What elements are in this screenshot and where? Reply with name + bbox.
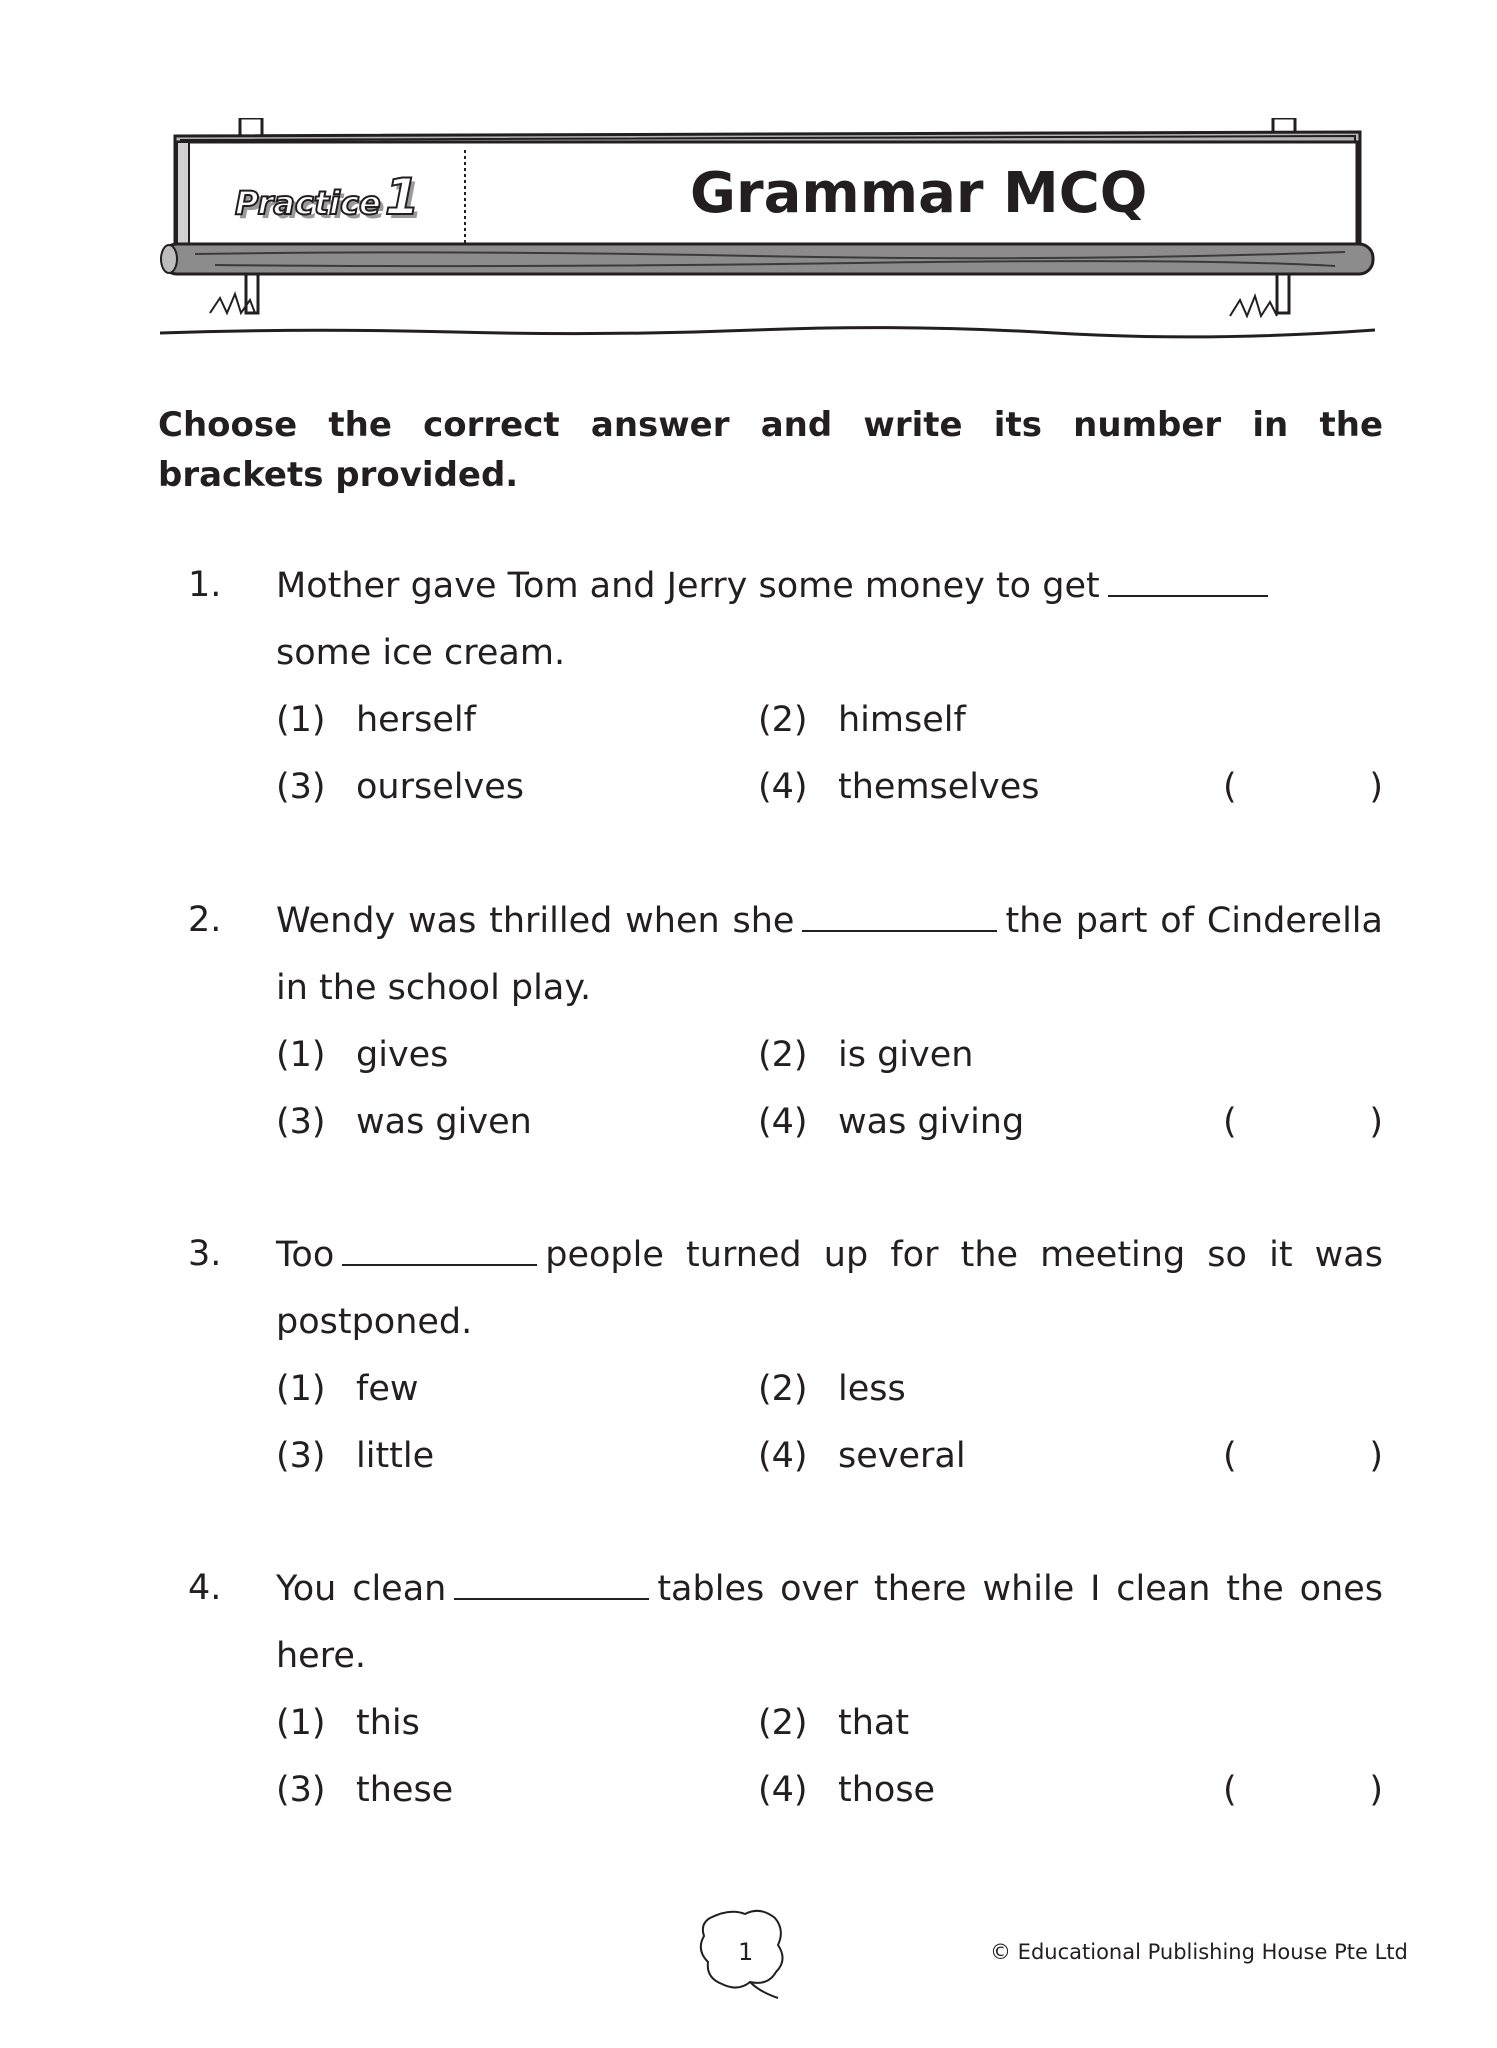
- header-banner: [155, 118, 1380, 348]
- wooden-sign-banner-icon: [155, 118, 1380, 348]
- answer-blank: [342, 1234, 537, 1266]
- answer-blank: [454, 1568, 649, 1600]
- answer-blank: [802, 900, 997, 932]
- question-stem: Mother gave Tom and Jerry some money to get some ice cream.: [276, 553, 1383, 687]
- question-number: 2.: [188, 900, 222, 940]
- answer-blank: [1108, 565, 1268, 597]
- page-number: 1: [738, 1938, 754, 1966]
- page-title: Grammar MCQ: [690, 161, 1148, 226]
- practice-number: 1: [384, 168, 420, 226]
- question-number: 4.: [188, 1568, 222, 1608]
- practice-label: Practice1: [235, 168, 420, 226]
- copyright: © Educational Publishing House Pte Ltd: [990, 1940, 1408, 1964]
- question-stem: Wendy was thrilled when she the part of Cinderella in the school play.: [276, 901, 1383, 1008]
- question-number: 3.: [188, 1234, 222, 1274]
- question-stem: Too people turned up for the meeting so it was postponed.: [276, 1235, 1383, 1342]
- question-number: 1.: [188, 565, 222, 605]
- question-stem: You clean tables over there while I clean the ones here.: [276, 1569, 1383, 1676]
- instructions: Choose the correct answer and write its number in the brackets provided.: [158, 405, 1383, 495]
